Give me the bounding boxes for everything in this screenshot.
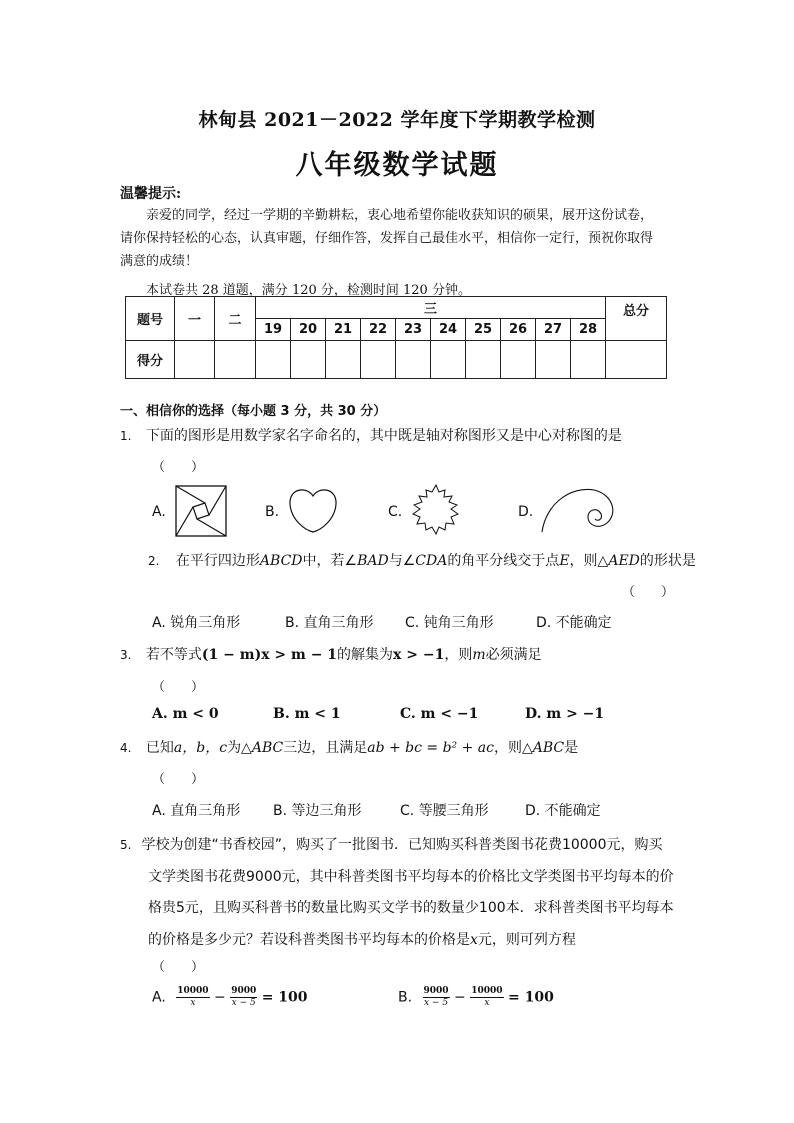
option-d: D. m > −1 <box>525 706 605 722</box>
exam-title: 林甸县 2021－2022 学年度下学期教学检测 <box>198 109 596 131</box>
section-heading: 一、相信你的选择（每小题 3 分，共 30 分） <box>120 404 387 419</box>
score-cell[interactable] <box>536 341 571 379</box>
answer-blank[interactable]: （ ） <box>622 585 675 600</box>
numerator: 9000 <box>423 986 449 996</box>
question-text: 的形状是 <box>639 553 696 569</box>
question-2 <box>148 551 696 571</box>
row-label-question: 题号 <box>126 297 175 341</box>
question-text: 下面的图形是用数学家名字命名的，其中既是轴对称图形又是中心对称图的是 <box>145 428 622 444</box>
score-cell[interactable] <box>291 341 326 379</box>
fraction <box>230 986 257 1009</box>
question-number: 3. <box>120 648 132 662</box>
option-b: B. m < 1 <box>273 706 341 722</box>
cardioid-icon <box>287 486 339 534</box>
question-text: 为△ <box>227 740 252 756</box>
option-c: C. m < −1 <box>400 706 479 722</box>
col-sub: 19 <box>256 319 291 341</box>
answer-blank[interactable]: （ ） <box>152 772 205 787</box>
question-text: 的角平分线交于点 <box>447 553 560 569</box>
question-text: 的价格是多少元？若设科普类图书平均每本的价格是 <box>148 931 470 948</box>
question-text: 的解集为 <box>337 647 394 663</box>
math-expr: x <box>470 931 478 948</box>
option-a: A. 直角三角形 <box>152 803 241 819</box>
question-1 <box>120 426 622 446</box>
fraction <box>423 986 450 1009</box>
denominator: x − 5 <box>231 998 256 1008</box>
tips-paragraph <box>120 204 660 273</box>
math-expr: ABC <box>251 740 284 756</box>
option-c: C. 等腰三角形 <box>400 803 489 819</box>
question-text: 已知 <box>145 740 174 756</box>
col-sub: 25 <box>466 319 501 341</box>
score-cell[interactable] <box>256 341 291 379</box>
col-sub: 20 <box>291 319 326 341</box>
minus-sign: − <box>214 989 226 1006</box>
score-cell[interactable] <box>215 341 256 379</box>
fraction <box>176 986 209 1009</box>
question-text: 必须满足 <box>485 647 542 663</box>
question-3 <box>120 645 542 665</box>
equation-rhs: = 100 <box>507 989 554 1006</box>
option-a: A. 锐角三角形 <box>152 615 241 631</box>
math-expr: ABCD <box>259 553 303 569</box>
koch-snowflake-icon <box>408 483 464 537</box>
answer-blank[interactable]: （ ） <box>152 460 205 475</box>
math-expr: CDA <box>415 553 448 569</box>
exam-subtitle: 八年级数学试题 <box>295 150 499 181</box>
question-text: 文学类图书花费9000元，其中科普类图书平均每本的价格比文学类图书平均每本的价 <box>148 868 674 885</box>
question-number: 5. <box>120 838 132 852</box>
option-a <box>152 986 308 1009</box>
col-sub: 28 <box>571 319 606 341</box>
exam-note: 本试卷共 28 道题，满分 120 分，检测时间 120 分钟。 <box>146 283 471 298</box>
score-cell[interactable] <box>175 341 215 379</box>
col-sub: 24 <box>431 319 466 341</box>
score-cell[interactable] <box>501 341 536 379</box>
option-label: A. <box>152 989 166 1006</box>
answer-blank[interactable]: （ ） <box>152 960 205 975</box>
col-sub: 26 <box>501 319 536 341</box>
math-expr: m <box>472 647 486 663</box>
option-b <box>398 986 554 1009</box>
math-expr: BAD <box>357 553 389 569</box>
math-expr: (1 − m)x > m − 1 <box>201 647 338 663</box>
option-d: D. 不能确定 <box>525 803 601 819</box>
score-cell[interactable] <box>571 341 606 379</box>
question-number: 4. <box>120 741 132 755</box>
option-label: B. <box>265 504 280 520</box>
math-expr: a，b，c <box>173 740 228 756</box>
math-expr: E <box>559 553 570 569</box>
question-text: 是 <box>564 740 579 756</box>
question-text: ，则△ <box>569 553 609 569</box>
option-label: D. <box>518 504 534 520</box>
option-a: A. m < 0 <box>152 706 219 722</box>
question-5 <box>120 830 680 956</box>
col-sub: 22 <box>361 319 396 341</box>
spiral-icon <box>540 484 620 534</box>
answer-blank[interactable]: （ ） <box>152 680 205 695</box>
col-total: 总分 <box>606 297 667 341</box>
fraction <box>470 986 503 1009</box>
tips-heading: 温馨提示: <box>120 186 182 202</box>
col-sub: 23 <box>396 319 431 341</box>
equation-rhs: = 100 <box>261 989 308 1006</box>
math-expr: ABC <box>532 740 565 756</box>
question-number: 2. <box>148 554 160 568</box>
col-part2: 二 <box>215 297 256 341</box>
row-label-score: 得分 <box>126 341 175 379</box>
pinwheel-square-icon <box>175 485 227 537</box>
option-b: B. 等边三角形 <box>273 803 362 819</box>
minus-sign: − <box>454 989 466 1006</box>
question-text: ，则△ <box>493 740 533 756</box>
score-table <box>125 296 667 379</box>
math-expr: ab + bc = b² + ac <box>367 740 494 756</box>
tips-text: 亲爱的同学，经过一学期的辛勤耕耘，衷心地希望你能收获知识的硕果，展开这份试卷，请你保持轻松的心态，认真审题，仔细作答，发挥自己最佳水平，相信你一定行，预祝你取得满意的成绩！ <box>120 208 654 269</box>
score-cell[interactable] <box>606 341 667 379</box>
option-label: B. <box>398 989 413 1006</box>
question-text: ，则 <box>444 647 473 663</box>
option-label: A. <box>152 504 166 520</box>
question-text: 格贵5元，且购买科普书的数量比购买文学书的数量少100本．求科普类图书平均每本 <box>148 900 674 916</box>
question-text: 元，则可列方程 <box>477 931 576 948</box>
denominator: x <box>484 998 490 1008</box>
col-sub: 21 <box>326 319 361 341</box>
question-text: 在平行四边形 <box>175 553 260 569</box>
option-label: C. <box>388 504 403 520</box>
question-text: 若不等式 <box>145 647 202 663</box>
option-d: D. 不能确定 <box>536 615 612 631</box>
col-sub: 27 <box>536 319 571 341</box>
col-part1: 一 <box>175 297 215 341</box>
numerator: 10000 <box>177 986 209 996</box>
question-number: 1. <box>120 429 132 443</box>
option-b: B. 直角三角形 <box>285 615 374 631</box>
score-cell[interactable] <box>361 341 396 379</box>
denominator: x − 5 <box>424 998 449 1008</box>
score-cell[interactable] <box>466 341 501 379</box>
score-cell[interactable] <box>396 341 431 379</box>
score-cell[interactable] <box>431 341 466 379</box>
question-text: 学校为创建“书香校园”，购买了一批图书．已知购买科普类图书花费10000元，购买 <box>141 837 663 853</box>
question-text: 三边，且满足 <box>283 740 368 756</box>
score-cell[interactable] <box>326 341 361 379</box>
denominator: x <box>190 998 196 1008</box>
question-4 <box>120 738 578 758</box>
numerator: 9000 <box>231 986 257 996</box>
question-text: 与∠ <box>388 553 416 569</box>
numerator: 10000 <box>471 986 503 996</box>
math-expr: AED <box>608 553 640 569</box>
option-c: C. 钝角三角形 <box>405 615 494 631</box>
math-expr: x > −1 <box>393 647 445 663</box>
question-text: 中，若∠ <box>302 553 358 569</box>
col-part3: 三 <box>256 297 606 319</box>
